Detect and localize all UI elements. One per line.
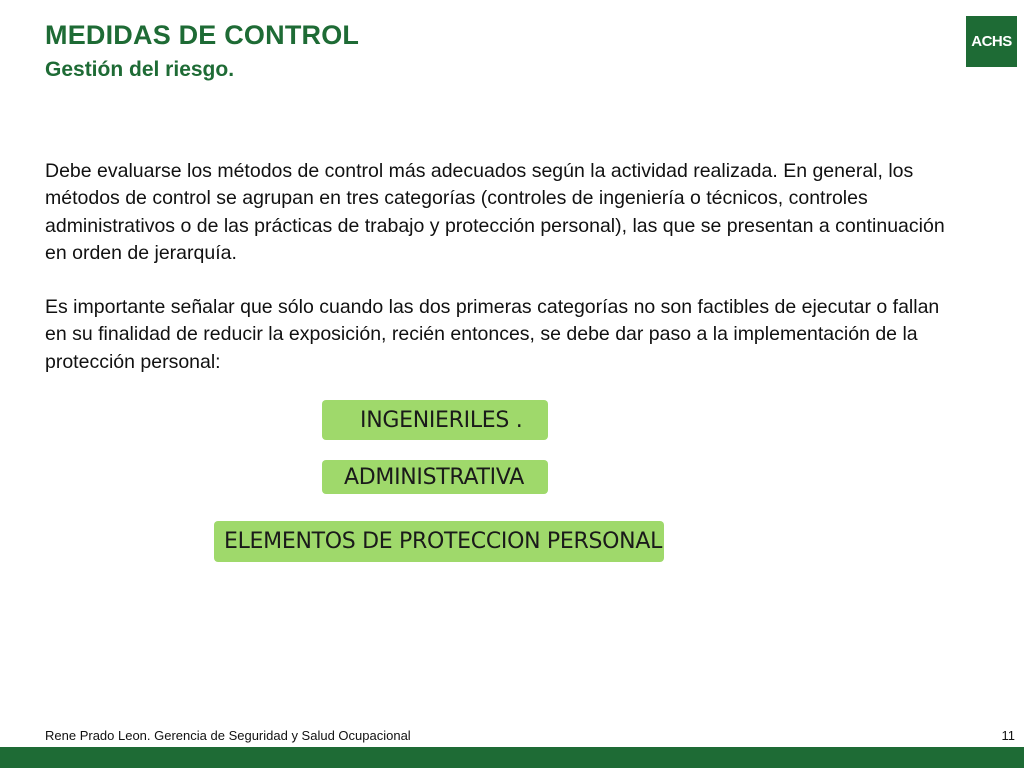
hierarchy-label: INGENIERILES . bbox=[360, 407, 523, 433]
logo-text: ACHS bbox=[971, 33, 1012, 50]
hierarchy-box-administrative bbox=[322, 460, 548, 494]
paragraph-intro: Debe evaluarse los métodos de control más adecuados según la actividad realizada. En general, los métodos de control se agrupan en tres categorías (controles de ingeniería o técnicos, controles administrativos o de las prácticas de trabajo y protección personal), las que se presentan a continuación en orden de jerarquía. bbox=[45, 160, 945, 265]
page-number: 11 bbox=[1001, 728, 1015, 743]
slide-subtitle: Gestión del riesgo. bbox=[45, 58, 235, 81]
hierarchy-label: ADMINISTRATIVA bbox=[344, 464, 524, 490]
hierarchy-box-ppe bbox=[214, 521, 664, 562]
hierarchy-label: ELEMENTOS DE PROTECCION PERSONAL bbox=[224, 529, 663, 554]
slide-title: MEDIDAS DE CONTROL bbox=[45, 20, 360, 50]
hierarchy-box-engineering bbox=[322, 400, 548, 440]
footer-credit: Rene Prado Leon. Gerencia de Seguridad y Salud Ocupacional bbox=[45, 728, 411, 743]
footer-bar bbox=[0, 747, 1024, 768]
achs-logo bbox=[966, 16, 1017, 67]
paragraph-note: Es importante señalar que sólo cuando las dos primeras categorías no son factibles de ejecutar o fallan en su finalidad de reducir la exposición, recién entonces, se debe dar paso a la implementación de la protección personal: bbox=[45, 296, 940, 373]
